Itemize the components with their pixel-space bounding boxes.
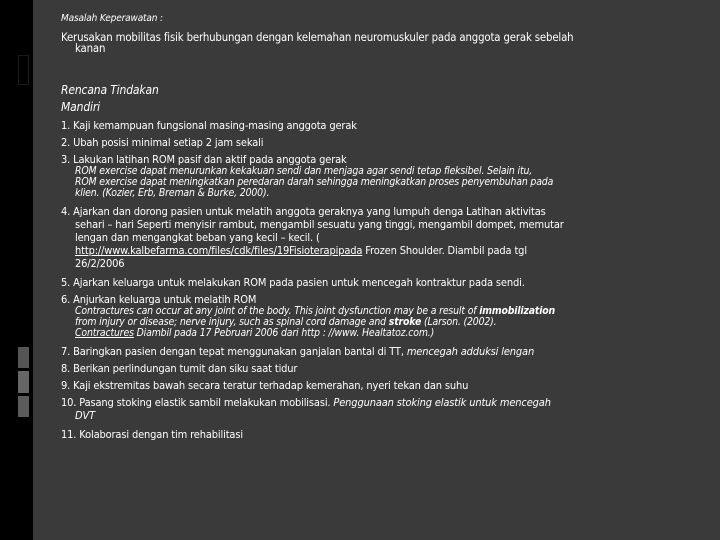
- note-underline: Contractures: [75, 327, 134, 339]
- list-item: [61, 276, 691, 289]
- note-emphasis: stroke: [388, 316, 422, 328]
- list-item: [61, 153, 691, 199]
- item-note: ROM exercise dapat menurunkan kekakuan sendi dan menjaga agar sendi tetap fleksibel. Selain itu,: [75, 165, 533, 177]
- item-text: 3. Lakukan latihan ROM pasif dan aktif pada anggota gerak: [61, 153, 347, 166]
- diagnosis-line: Kerusakan mobilitas fisik berhubungan dengan kelemahan neuromuskuler pada anggota gerak sebelah: [61, 31, 574, 44]
- item-text: Frozen Shoulder. Diambil pada tgl: [362, 244, 527, 257]
- item-text: 8. Berikan perlindungan tumit dan siku saat tidur: [61, 362, 298, 375]
- note-emphasis: immobilization: [479, 305, 556, 317]
- note-text: from injury or disease; nerve injury, such as spinal cord damage and: [75, 316, 389, 328]
- item-text: 10. Pasang stoking elastik sambil melakukan mobilisasi.: [61, 396, 334, 409]
- plan-subtitle: Mandiri: [61, 100, 101, 114]
- accent-bar: [18, 371, 29, 392]
- item-text: 2. Ubah posisi minimal setiap 2 jam sekali: [61, 136, 264, 149]
- accent-bar: [18, 396, 29, 417]
- item-text: sehari – hari Seperti menyisir rambut, mengambil sesuatu yang tinggi, mengambil dompet, memutar: [75, 218, 564, 231]
- item-italic: Penggunaan stoking elastik untuk mencegah: [333, 396, 551, 409]
- reference-link[interactable]: http://www.kalbefarma.com/files/cdk/files/19Fisioterapipada: [75, 244, 363, 257]
- list-item: [61, 345, 691, 358]
- item-text: [61, 396, 691, 409]
- list-item: [61, 119, 691, 132]
- item-text: 9. Kaji ekstremitas bawah secara teratur terhadap kemerahan, nyeri tekan dan suhu: [61, 379, 469, 392]
- item-date: 26/2/2006: [75, 257, 125, 270]
- diagnosis-text: [61, 32, 691, 54]
- item-text: 7. Baringkan pasien dengan tepat menggunakan ganjalan bantal di TT,: [61, 345, 407, 358]
- item-italic: mencegah adduksi lengan: [406, 345, 535, 358]
- item-note: ROM exercise dapat meningkatkan peredaran darah sehingga meningkatkan proses penyembuhan pada: [75, 176, 554, 188]
- item-text: 4. Ajarkan dan dorong pasien untuk melatih anggota geraknya yang lumpuh denga Latihan aktivitas: [61, 205, 546, 218]
- item-text: lengan dan mengangkat beban yang kecil – kecil. (: [75, 231, 320, 244]
- note-text: Diambil pada 17 Pebruari 2006 dari http : //www. Healtatoz.com.): [133, 327, 435, 339]
- nursing-problem-heading: Masalah Keperawatan :: [61, 13, 163, 24]
- plan-title: Rencana Tindakan: [61, 83, 159, 97]
- list-item: [61, 362, 691, 375]
- list-item: [61, 205, 691, 270]
- item-text: [61, 244, 691, 257]
- list-item: [61, 136, 691, 149]
- slide-content: [33, 0, 720, 540]
- sidebar-marker: [18, 55, 29, 85]
- item-note: [61, 328, 691, 339]
- item-text: 11. Kolaborasi dengan tim rehabilitasi: [61, 428, 243, 441]
- accent-bar: [18, 347, 29, 368]
- sidebar-accent-bars: [18, 347, 29, 417]
- list-item: [61, 379, 691, 392]
- text-block: [61, 12, 691, 447]
- diagnosis-line: kanan: [75, 42, 106, 55]
- item-text: 5. Ajarkan keluarga untuk melakukan ROM pada pasien untuk mencegah kontraktur pada sendi.: [61, 276, 525, 289]
- note-text: (Larson. (2002).: [421, 316, 497, 328]
- item-italic: DVT: [75, 409, 95, 422]
- list-item: [61, 396, 691, 422]
- note-text: Contractures can occur at any joint of the body. This joint dysfunction may be a result of: [75, 305, 480, 317]
- item-text: 1. Kaji kemampuan fungsional masing-masing anggota gerak: [61, 119, 357, 132]
- list-item: [61, 428, 691, 441]
- item-text: 6. Anjurkan keluarga untuk melatih ROM: [61, 293, 257, 306]
- list-item: [61, 293, 691, 339]
- item-text: [61, 345, 691, 358]
- item-note: klien. (Kozier, Erb, Breman & Burke, 2000).: [75, 187, 270, 199]
